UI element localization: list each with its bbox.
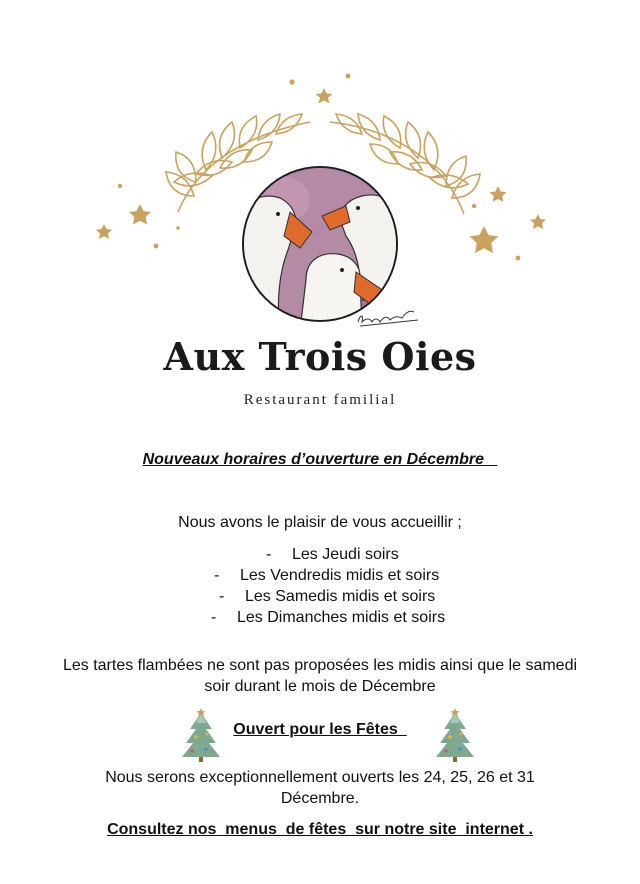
logo-illustration — [0, 0, 640, 340]
list-item-text: Les Samedis midis et soirs — [245, 588, 436, 605]
list-item — [266, 546, 399, 564]
website-menu-link[interactable]: Consultez nos menus de fêtes sur notre site internet . — [107, 821, 533, 838]
list-dash: - — [214, 567, 220, 584]
list-dash: - — [211, 609, 217, 626]
announcement-heading: Nouveaux horaires d’ouverture en Décembre — [142, 451, 498, 468]
list-item — [211, 609, 445, 627]
artist-signature-icon — [358, 311, 418, 326]
restaurant-name: Aux Trois Oies — [163, 334, 477, 379]
holidays-heading: Ouvert pour les Fêtes — [233, 721, 407, 738]
list-dash: - — [266, 546, 272, 563]
geese-medallion-icon — [230, 166, 418, 330]
list-item-text: Les Dimanches midis et soirs — [237, 609, 446, 626]
list-item-text: Les Jeudi soirs — [292, 546, 399, 563]
christmas-tree-icon — [430, 707, 480, 763]
holiday-openings-text: Nous serons exceptionnellement ouverts les 24, 25, 26 et 31 Décembre. — [105, 769, 535, 807]
tartes-flambees-note: Les tartes flambées ne sont pas proposées les midis ainsi que le samedi soir durant le mois de Décembre — [62, 657, 578, 695]
list-item — [219, 588, 435, 606]
list-item — [214, 567, 439, 585]
restaurant-tagline: Restaurant familial — [243, 392, 397, 408]
list-item-text: Les Vendredis midis et soirs — [240, 567, 440, 584]
list-dash: - — [219, 588, 225, 605]
intro-text: Nous avons le plaisir de vous accueillir ; — [178, 514, 462, 531]
